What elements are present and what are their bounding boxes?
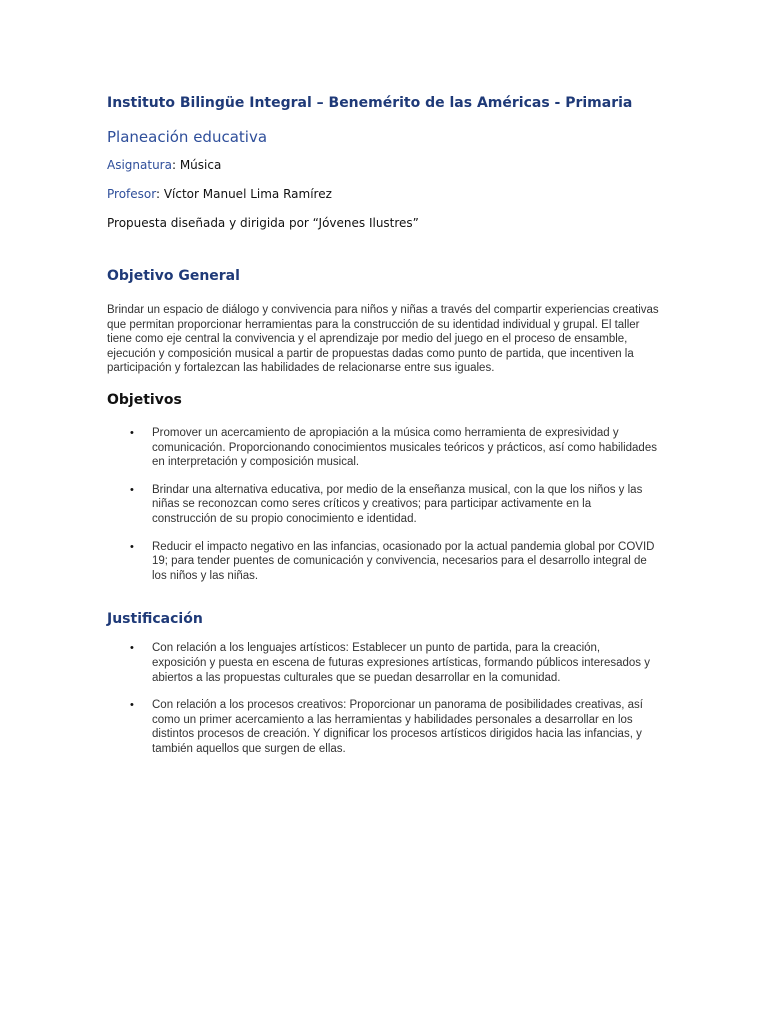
bullet-icon: •: [130, 426, 134, 439]
justification-text: Con relación a los lenguajes artísticos: Establecer un punto de partida, para la creación, exposición y puesta en escena de futuras expresiones artísticas, formando públicos interesados y abiertos a las propuestas culturales que se puedan desarrollar en la comunidad.: [152, 642, 650, 684]
objectives-list: [107, 426, 667, 583]
teacher-value: : Víctor Manuel Lima Ramírez: [155, 187, 332, 201]
subject-label: Asignatura: [107, 158, 172, 172]
list-item: [107, 698, 657, 756]
objective-text: Promover un acercamiento de apropiación a la música como herramienta de expresividad y comunicación. Proporcionando conocimientos musicales teóricos y prácticos, así como habilidades en interpretación y composición musical.: [152, 426, 657, 469]
bullet-icon: •: [130, 483, 134, 496]
list-item: [107, 540, 657, 584]
subject-line: [107, 156, 667, 174]
bullet-icon: •: [130, 540, 134, 553]
justification-list: [107, 641, 667, 756]
bullet-icon: •: [130, 699, 134, 712]
justification-heading: Justificación: [107, 611, 203, 628]
list-item: [107, 483, 657, 527]
list-item: [107, 641, 657, 685]
document-page: [107, 93, 667, 756]
subject-value: : Música: [171, 158, 222, 172]
bullet-icon: •: [130, 642, 134, 655]
objective-text: Reducir el impacto negativo en las infancias, ocasionado por la actual pandemia global por COVID 19; para tender puentes de comunicación y convivencia, necesarios para el desarrollo integral de los niños y las niñas.: [152, 540, 655, 582]
institution-title: Instituto Bilingüe Integral – Benemérito de las Américas - Primaria: [107, 95, 633, 111]
general-objective-text: Brindar un espacio de diálogo y convivencia para niños y niñas a través del compartir experiencias creativas que permitan proporcionar herramientas para la construcción de su identidad individual y grupal. El taller tiene como eje central la convivencia y el aprendizaje por medio del juego en el proceso de ensamble, ejecución y composición musical a partir de propuestas dadas como punto de partida, que incentiven la participación y fortalezcan las habilidades de relacionarse entre sus iguales.: [107, 304, 659, 375]
teacher-label: Profesor: [107, 187, 156, 201]
teacher-line: [107, 185, 667, 203]
objective-text: Brindar una alternativa educativa, por medio de la enseñanza musical, con la que los niños y las niñas se reconozcan como seres críticos y creativos; para participar activamente en la construcción de su propio conocimiento e identidad.: [152, 483, 643, 525]
document-subtitle: Planeación educativa: [107, 128, 268, 146]
proposal-line: Propuesta diseñada y dirigida por “Jóvenes Ilustres”: [107, 216, 419, 230]
list-item: [107, 426, 657, 470]
objectives-heading: Objetivos: [107, 391, 182, 408]
general-objective-heading: Objetivo General: [107, 268, 240, 284]
justification-text: Con relación a los procesos creativos: Proporcionar un panorama de posibilidades creativas, así como un primer acercamiento a las herramientas y habilidades personales a desarrollar en los distintos procesos de creación. Y dignificar los procesos artísticos dirigidos hacia las infancias, y también aquellos que surgen de ellas.: [152, 699, 643, 755]
